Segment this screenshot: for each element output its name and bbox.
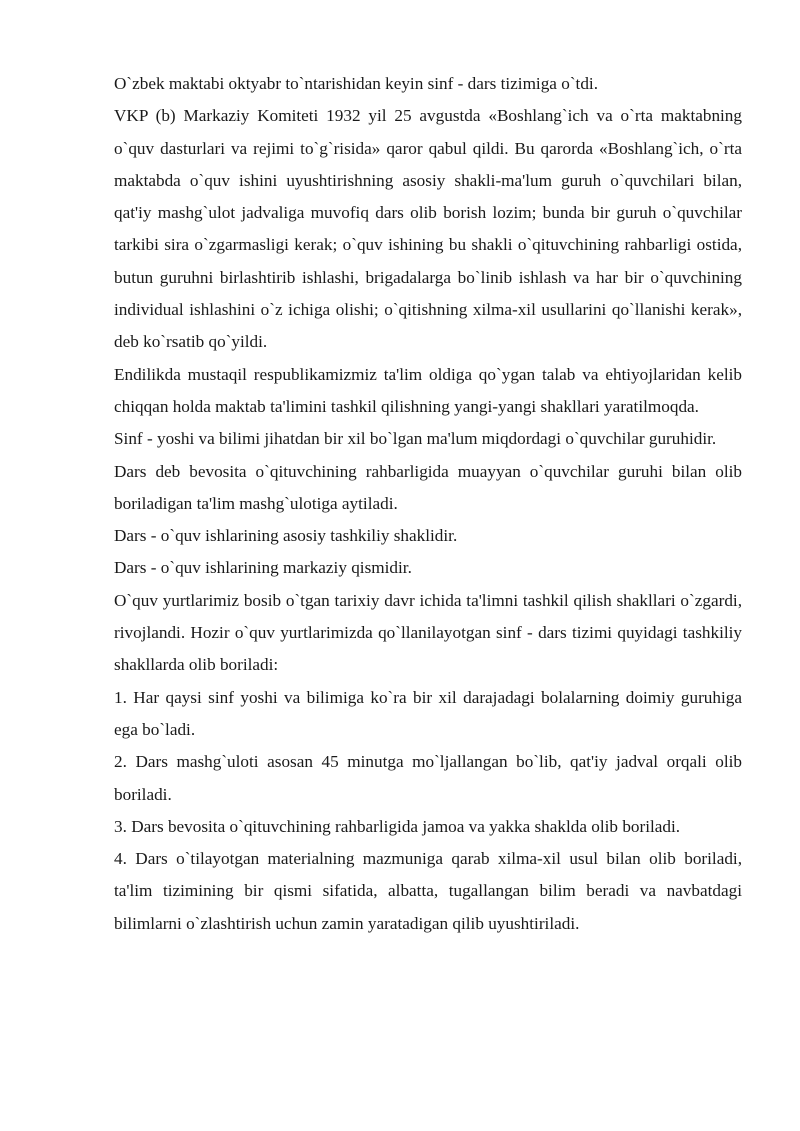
paragraph-intro: O`zbek maktabi oktyabr to`ntarishidan keyin sinf - dars tizimiga o`tdi.	[114, 74, 598, 93]
paragraph-class-definition: Sinf - yoshi va bilimi jihatdan bir xil bo`lgan ma'lum miqdordagi o`quvchilar guruhidir.	[114, 429, 717, 449]
paragraph-lesson-central: Dars - o`quv ishlarining markaziy qismidir.	[114, 558, 412, 578]
list-item-3: 3. Dars bevosita o`qituvchining rahbarligida jamoa va yakka shaklda olib boriladi.	[114, 816, 681, 836]
paragraph-independence: Endilikda mustaqil respublikamizmiz ta'lim oldiga qo`ygan talab va ehtiyojlaridan kelib chiqqan holda maktab ta'limini tashkil qilishning yangi-yangi shakllari yaratilmoqda.	[114, 364, 742, 416]
paragraph-history: O`quv yurtlarimiz bosib o`tgan tarixiy davr ichida ta'limni tashkil qilish shakllari o`zgardi, rivojlandi. Hozir o`quv yurtlarimizda qo`llanilayotgan sinf - dars tizimi quyidagi tashkiliy shakllarda olib boriladi:	[114, 590, 742, 675]
paragraph-lesson-form: Dars - o`quv ishlarining asosiy tashkiliy shaklidir.	[114, 526, 458, 546]
document-page	[114, 68, 742, 940]
list-item-1: 1. Har qaysi sinf yoshi va bilimiga ko`ra bir xil darajadagi bolalarning doimiy guruhiga ega bo`ladi.	[114, 687, 742, 739]
list-item-4: 4. Dars o`tilayotgan materialning mazmuniga qarab xilma-xil usul bilan olib boriladi, ta'lim tizimining bir qismi sifatida, albatta, tugallangan bilim beradi va navbatdagi bilimlarni o`zlashtirish uchun zamin yaratadigan qilib uyushtiriladi.	[114, 849, 742, 933]
paragraph-vkp-decree: VKP (b) Markaziy Komiteti 1932 yil 25 avgustda «Boshlang`ich va o`rta maktabning o`quv dasturlari va rejimi to`g`risida» qaror qabul qildi. Bu qarorda «Boshlang`ich, o`rta maktabda o`quv ishini uyushtirishning asosiy shakli-ma'lum guruh o`quvchilari bilan, qat'iy mashg`ulot jadvaliga muvofiq dars olib borish lozim; bunda bir guruh o`quvchilar tarkibi sira o`zgarmasligi kerak; o`quv ishining bu shakli o`qituvchining rahbarligi ostida, butun guruhni birlashtirib ishlashi, brigadalarga bo`linib ishlash va har bir o`quvchining individual ishlashini o`z ichiga olishi; o`qitishning xilma-xil usullarini qo`llanishi kerak», deb ko`rsatib qo`yildi.	[114, 106, 742, 352]
list-item-2: 2. Dars mashg`uloti asosan 45 minutga mo`ljallangan bo`lib, qat'iy jadval orqali olib boriladi.	[114, 752, 742, 804]
paragraph-lesson-definition: Dars deb bevosita o`qituvchining rahbarligida muayyan o`quvchilar guruhi bilan olib boriladigan ta'lim mashg`ulotiga aytiladi.	[114, 461, 742, 513]
